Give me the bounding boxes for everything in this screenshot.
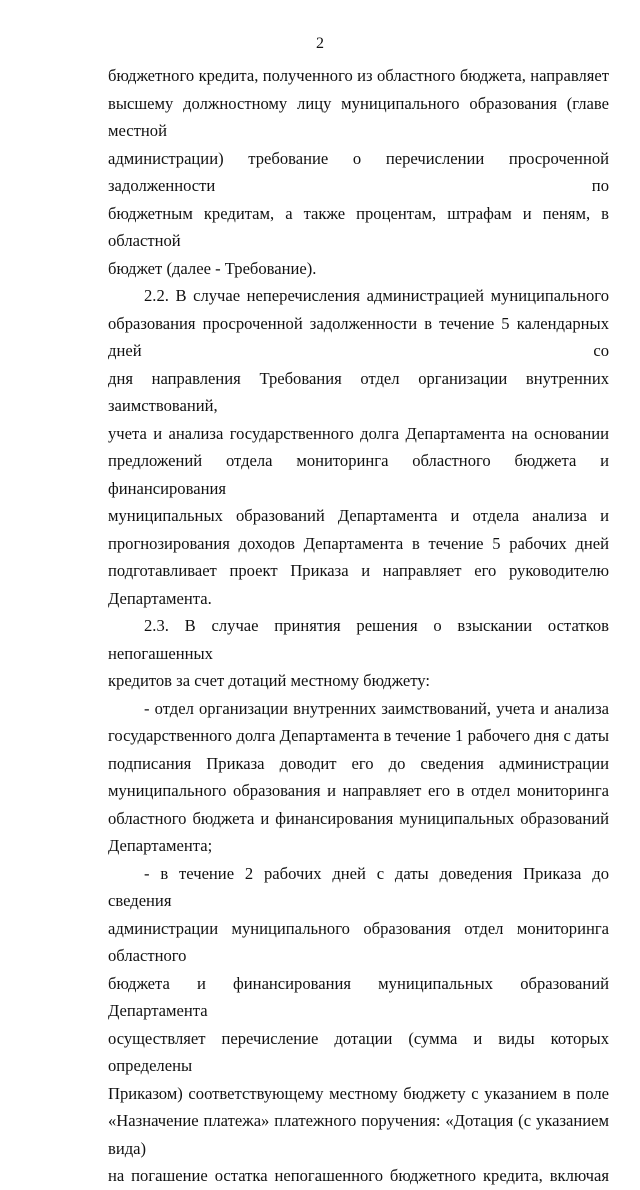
text-line: на погашение остатка непогашенного бюджетного кредита, включая [108,1166,609,1185]
paragraph-2-2 [108,282,609,612]
text-line: 2.2. В случае неперечисления администрацией муниципального [144,286,609,305]
text-line: учета и анализа государственного долга Департамента на основании [108,423,609,443]
text-line: подготавливает проект Приказа и направляет его руководителю [108,561,609,580]
text-line: Департамента; [108,836,213,855]
text-line: - отдел организации внутренних заимствований, учета и анализа [144,698,609,718]
text-line: Приказом) соответствующему местному бюджету с указанием в поле [108,1083,609,1103]
text-line: бюджетным кредитам, а также процентам, штрафам и пеням, в областной [108,203,609,250]
text-line: высшему должностному лицу муниципального образования (главе местной [108,93,609,140]
text-line: «Назначение платежа» платежного поручения: «Дотация (с указанием вида) [108,1111,609,1158]
page-number: 2 [316,35,324,52]
text-line: подписания Приказа доводит его до сведения администрации [108,753,609,773]
text-line: администрации) требование о перечислении просроченной задолженности по [108,148,609,195]
text-line: бюджет (далее - Требование). [108,258,317,278]
text-line: бюджетного кредита, полученного из областного бюджета, направляет [108,66,609,85]
document-body [108,62,609,1190]
text-line: областного бюджета и финансирования муниципальных образований [108,808,609,828]
text-line: образования просроченной задолженности в течение 5 календарных дней со [108,313,609,360]
text-line: осуществляет перечисление дотации (сумма и виды которых определены [108,1028,609,1075]
list-item-subsidy-transfer [108,860,609,1190]
text-line: бюджета и финансирования муниципальных образований Департамента [108,973,609,1020]
text-line: дня направления Требования отдел организации внутренних заимствований, [108,368,609,415]
text-line: муниципальных образований Департамента и отдела анализа и [108,506,609,525]
paragraph-2-3 [108,612,609,695]
text-line: предложений отдела мониторинга областного бюджета и финансирования [108,451,609,498]
text-line: 2.3. В случае принятия решения о взыскании остатков непогашенных [108,616,609,663]
text-line: муниципального образования и направляет его в отдел мониторинга [108,781,609,800]
text-line: прогнозирования доходов Департамента в течение 5 рабочих дней [108,533,609,553]
text-line: Департамента. [108,588,212,608]
text-line: государственного долга Департамента в течение 1 рабочего дня с даты [108,726,609,745]
text-line: кредитов за счет дотаций местному бюджету: [108,671,430,690]
list-item-department-notification [108,695,609,860]
paragraph-1 [108,62,609,282]
text-line: администрации муниципального образования отдел мониторинга областного [108,918,609,965]
text-line: - в течение 2 рабочих дней с даты доведения Приказа до сведения [108,863,609,910]
